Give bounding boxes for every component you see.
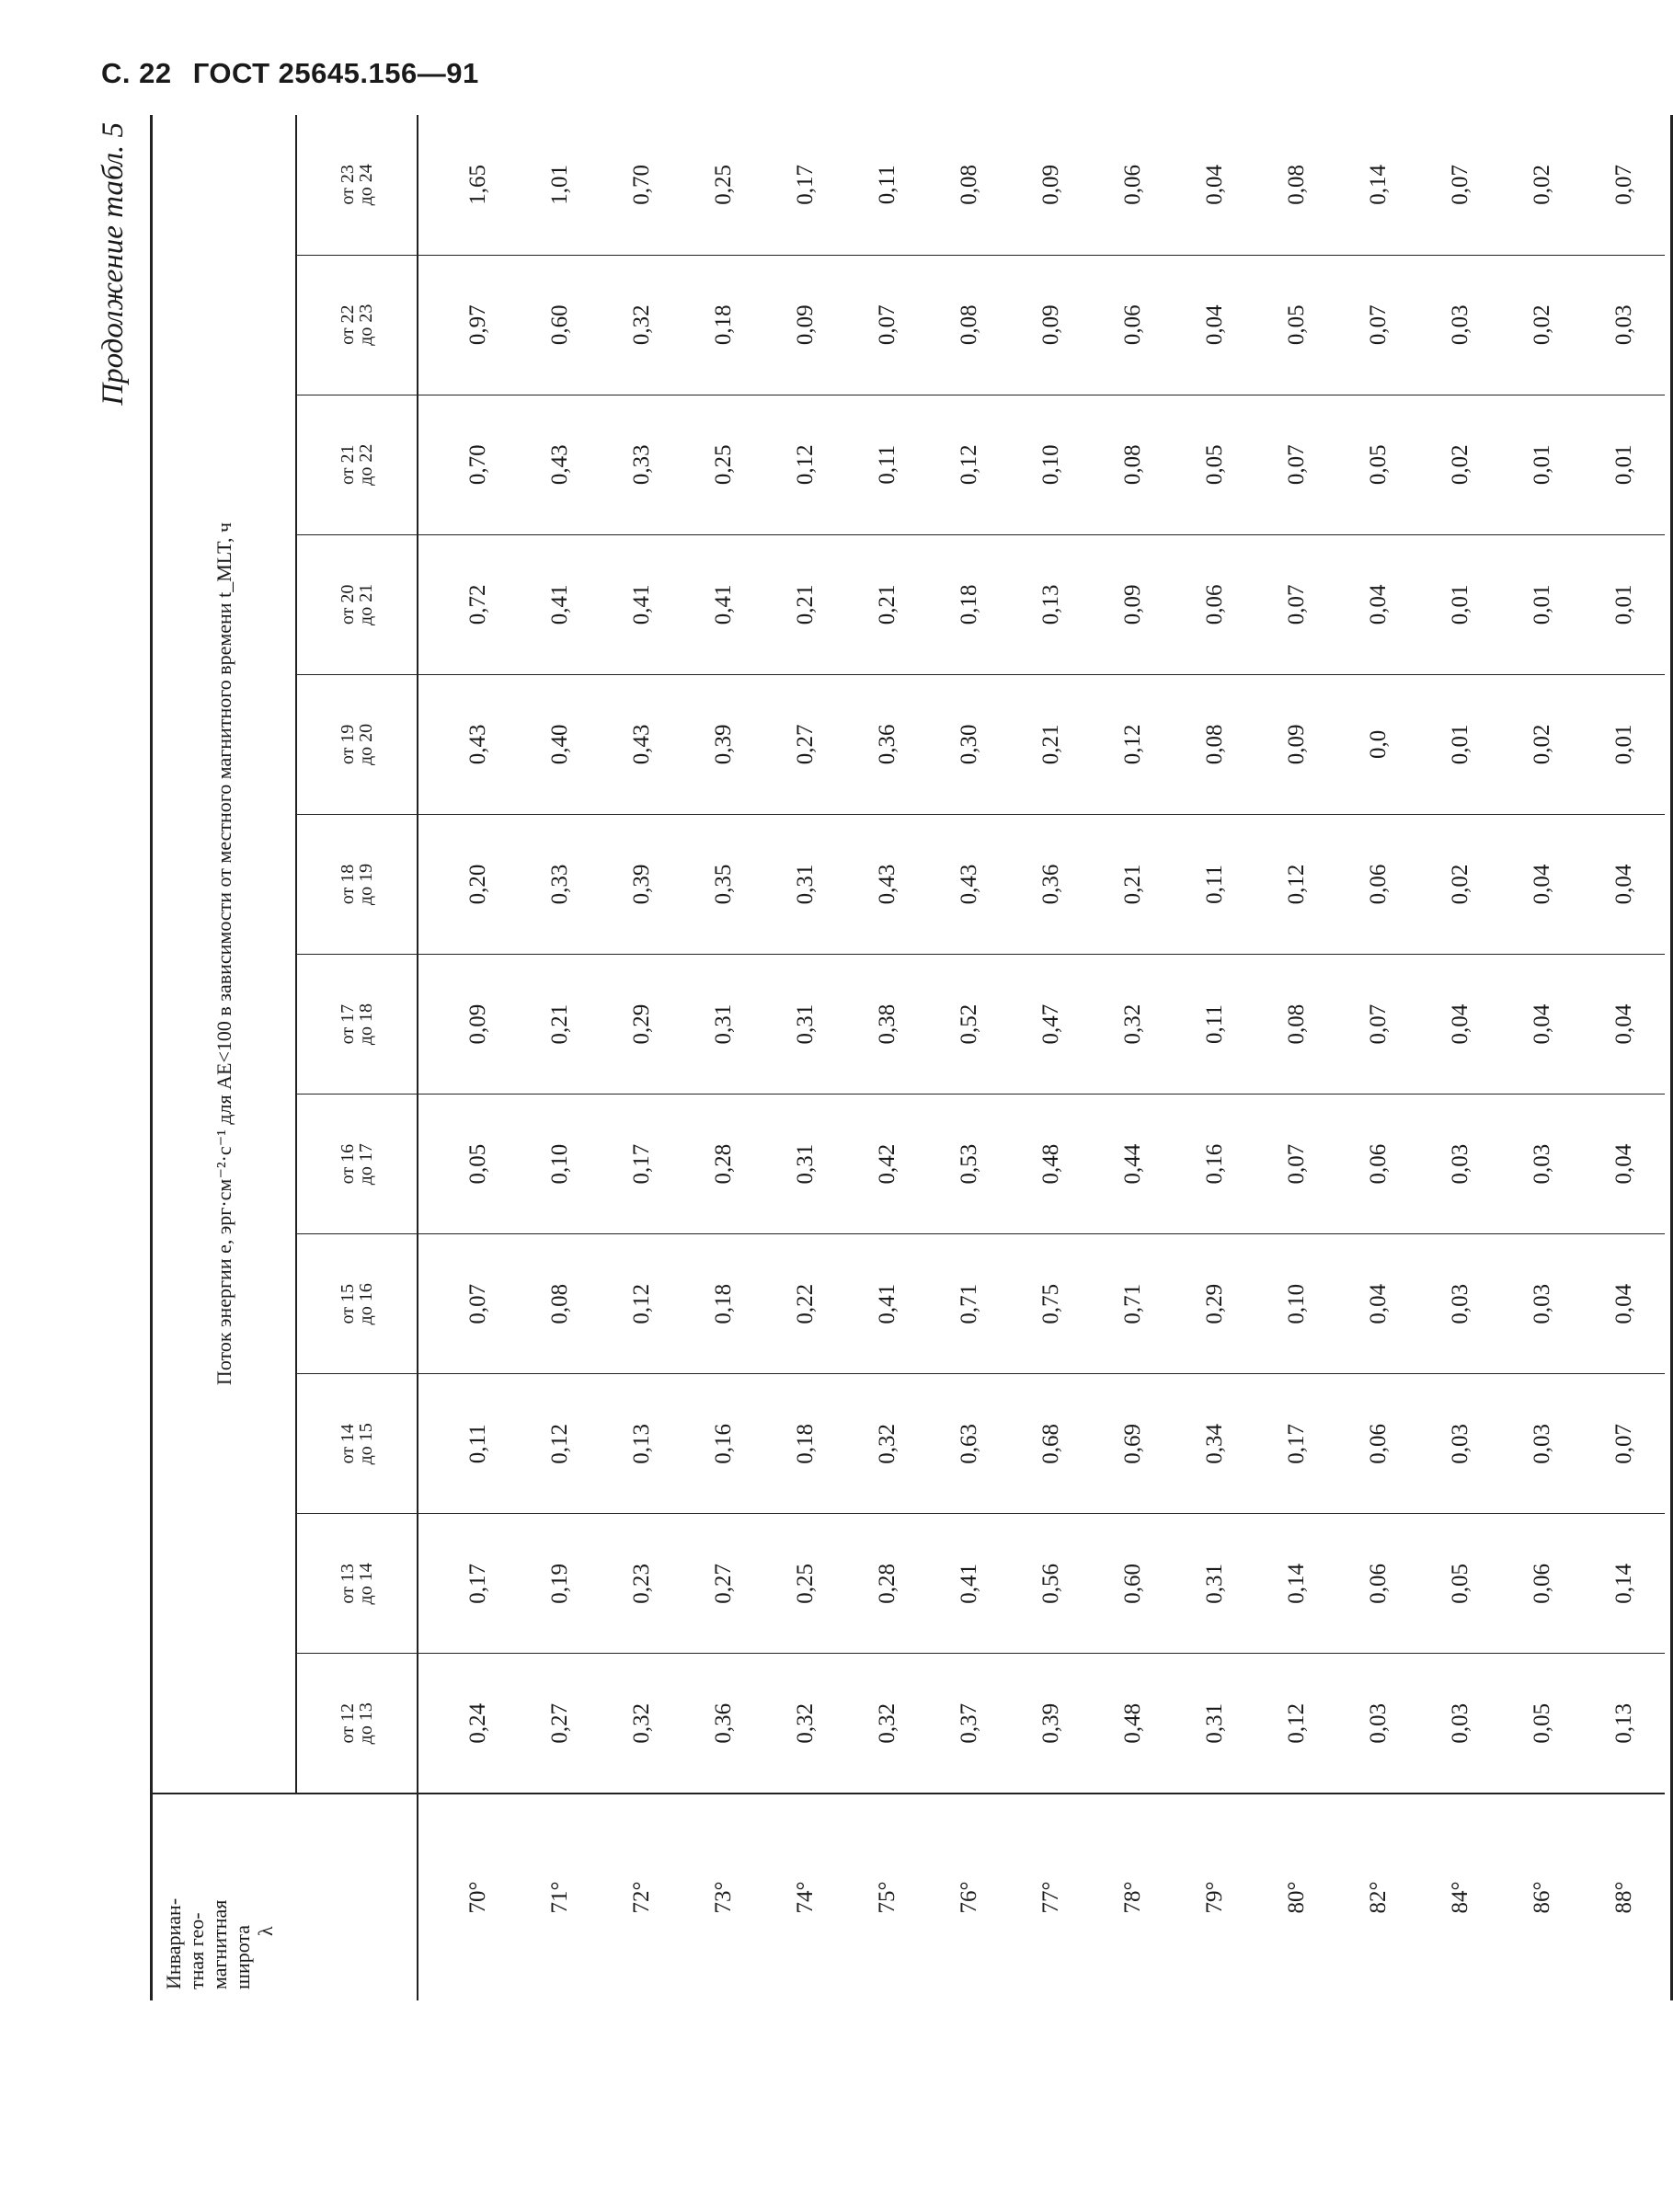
flux-value-cell: 0,11 (1174, 814, 1255, 954)
flux-value-cell: 0,34 (1174, 1374, 1255, 1514)
flux-value-cell: 0,07 (418, 1234, 519, 1374)
flux-value-cell: 0,12 (1092, 674, 1174, 814)
flux-value-cell: 0,21 (1010, 674, 1092, 814)
flux-value-cell: 0,03 (1419, 1095, 1501, 1234)
flux-value-cell: 0,12 (1283, 1702, 1309, 1744)
flux-value-cell: 0,10 (1255, 1234, 1337, 1374)
flux-value-cell: 0,47 (1010, 955, 1092, 1095)
flux-value-cell: 1,65 (418, 115, 519, 255)
flux-value-cell: 0,09 (764, 255, 846, 395)
flux-value-cell: 0,31 (682, 955, 764, 1095)
table-row (1501, 115, 1583, 2000)
energy-flux-table (150, 115, 1665, 2000)
flux-value-cell: 0,28 (846, 1514, 928, 1654)
flux-value-cell: 0,41 (846, 1234, 928, 1374)
flux-value-cell: 0,04 (1419, 955, 1501, 1095)
flux-value-cell: 0,35 (682, 814, 764, 954)
flux-value-cell: 0,31 (1174, 1514, 1255, 1654)
flux-value-cell: 0,38 (846, 955, 928, 1095)
flux-value-cell: 0,33 (519, 814, 601, 954)
flux-value-cell: 0,07 (1583, 115, 1665, 255)
flux-value-cell: 0,32 (628, 1702, 654, 1744)
flux-value-cell: 0,07 (1255, 534, 1337, 674)
hour-column-header (296, 1514, 418, 1654)
flux-value-cell: 0,31 (764, 955, 846, 1095)
flux-value-cell: 0,17 (418, 1514, 519, 1654)
latitude-cell: 79° (1174, 1794, 1255, 2000)
latitude-cell: 84° (1419, 1794, 1501, 2000)
hour-from: от 22 (338, 304, 358, 345)
latitude-cell: 74° (764, 1794, 846, 2000)
flux-value-cell: 0,06 (1337, 1095, 1419, 1234)
latitude-cell: 82° (1337, 1794, 1419, 2000)
flux-value-cell: 0,13 (601, 1374, 682, 1514)
flux-value-cell: 0,24 (464, 1702, 490, 1744)
flux-value-cell: 0,12 (601, 1234, 682, 1374)
flux-value-cell: 0,41 (682, 534, 764, 674)
rotated-table-sheet (97, 115, 1636, 2000)
hour-from: от 12 (338, 1702, 358, 1744)
flux-value-cell: 0,04 (1174, 115, 1255, 255)
table-row (846, 115, 928, 2000)
hour-from: от 17 (338, 1003, 358, 1045)
latitude-header-line: магнитная (208, 1899, 231, 1989)
flux-value-cell: 0,19 (519, 1514, 601, 1654)
flux-value-cell: 0,05 (1255, 255, 1337, 395)
flux-value-cell: 0,36 (710, 1702, 736, 1744)
flux-value-cell: 0,31 (764, 1095, 846, 1234)
flux-value-cell: 0,06 (1501, 1514, 1583, 1654)
flux-value-cell: 0,06 (1337, 1374, 1419, 1514)
flux-value-cell: 0,25 (682, 115, 764, 255)
flux-value-cell: 0,18 (928, 534, 1010, 674)
hour-from: от 20 (338, 584, 358, 625)
flux-value-cell: 0,11 (846, 395, 928, 534)
hour-column-header (296, 1654, 418, 1794)
flux-value-cell: 0,63 (928, 1374, 1010, 1514)
flux-value-cell: 0,12 (519, 1374, 601, 1514)
flux-value-cell: 0,10 (519, 1095, 601, 1234)
flux-value-cell: 0,08 (1092, 395, 1174, 534)
hour-from: от 19 (338, 724, 358, 765)
flux-value-cell: 0,01 (1419, 534, 1501, 674)
flux-value-cell: 0,18 (764, 1374, 846, 1514)
flux-value-cell: 0,25 (764, 1514, 846, 1654)
flux-value-cell: 0,13 (1610, 1702, 1636, 1744)
flux-value-cell: 0,08 (519, 1234, 601, 1374)
flux-value-cell: 0,09 (1010, 255, 1092, 395)
flux-value-cell: 0,60 (1092, 1514, 1174, 1654)
flux-value-cell: 0,32 (601, 255, 682, 395)
flux-value-cell: 0,06 (1337, 1514, 1419, 1654)
flux-value-cell: 0,03 (1419, 1374, 1501, 1514)
flux-value-cell: 0,08 (928, 115, 1010, 255)
hour-from: от 23 (338, 165, 358, 205)
flux-value-cell: 0,68 (1010, 1374, 1092, 1514)
page-number: С. 22 (101, 57, 172, 89)
table-row (1337, 115, 1419, 2000)
flux-value-cell: 0,32 (846, 1374, 928, 1514)
table-row (1174, 115, 1255, 2000)
flux-value-cell: 0,48 (1010, 1095, 1092, 1234)
flux-value-cell: 0,27 (546, 1702, 572, 1744)
flux-value-cell: 0,04 (1501, 955, 1583, 1095)
flux-value-cell: 0,0 (1337, 674, 1419, 814)
flux-value-cell: 0,39 (1037, 1702, 1063, 1744)
latitude-cell: 88° (1583, 1794, 1665, 2000)
table-row (601, 115, 682, 2000)
flux-value-cell: 0,01 (1419, 674, 1501, 814)
table-row (1255, 115, 1337, 2000)
flux-value-cell: 0,41 (601, 534, 682, 674)
flux-value-cell: 0,08 (1255, 955, 1337, 1095)
hour-from: от 18 (338, 864, 358, 905)
flux-value-cell: 0,03 (1501, 1095, 1583, 1234)
flux-value-cell: 0,06 (1337, 814, 1419, 954)
flux-value-cell: 0,75 (1010, 1234, 1092, 1374)
flux-value-cell: 0,23 (601, 1514, 682, 1654)
hour-to: до 22 (356, 443, 376, 486)
hour-column-header (296, 115, 418, 255)
flux-value-cell: 0,04 (1583, 1095, 1665, 1234)
flux-value-cell: 0,17 (764, 115, 846, 255)
flux-value-cell: 0,06 (1092, 255, 1174, 395)
flux-value-cell: 0,04 (1337, 534, 1419, 674)
flux-value-cell: 0,32 (874, 1702, 900, 1744)
latitude-cell: 76° (928, 1794, 1010, 2000)
flux-value-cell: 0,22 (764, 1234, 846, 1374)
flux-value-cell: 0,01 (1501, 395, 1583, 534)
hour-to: до 19 (356, 863, 376, 906)
flux-value-cell: 0,29 (601, 955, 682, 1095)
group-header-text: Поток энергии е, эрг·см⁻²·с⁻¹ для AE<100 в зависимости от местного магнитного времени t_MLT, ч (212, 521, 235, 1386)
flux-value-cell: 0,12 (928, 395, 1010, 534)
hour-column-header (296, 674, 418, 814)
flux-value-cell: 0,02 (1501, 255, 1583, 395)
flux-value-cell: 0,16 (1174, 1095, 1255, 1234)
flux-value-cell: 0,56 (1010, 1514, 1092, 1654)
hour-column-header (296, 255, 418, 395)
flux-value-cell: 0,21 (1092, 814, 1174, 954)
hour-to: до 17 (356, 1143, 376, 1186)
flux-value-cell: 0,29 (1174, 1234, 1255, 1374)
flux-value-cell: 0,10 (1010, 395, 1092, 534)
flux-value-cell: 0,03 (1501, 1234, 1583, 1374)
latitude-cell: 70° (418, 1794, 519, 2000)
flux-value-cell: 0,18 (682, 255, 764, 395)
standard-id: ГОСТ 25645.156—91 (192, 57, 479, 89)
latitude-cell: 72° (601, 1794, 682, 2000)
table-caption: Продолжение табл. 5 (97, 122, 130, 406)
flux-value-cell: 0,48 (1119, 1702, 1145, 1744)
latitude-header-line: λ (254, 1926, 277, 1936)
flux-value-cell: 0,27 (764, 674, 846, 814)
flux-value-cell: 0,07 (1337, 255, 1419, 395)
flux-value-cell: 0,03 (1365, 1702, 1391, 1744)
flux-value-cell: 0,04 (1583, 955, 1665, 1095)
flux-value-cell: 0,03 (1419, 255, 1501, 395)
flux-value-cell: 0,05 (1529, 1702, 1554, 1744)
flux-value-cell: 0,43 (846, 814, 928, 954)
flux-value-cell: 0,71 (928, 1234, 1010, 1374)
flux-value-cell: 0,07 (1337, 955, 1419, 1095)
hour-from: от 15 (338, 1283, 358, 1324)
flux-value-cell: 0,02 (1501, 115, 1583, 255)
flux-value-cell: 0,12 (1255, 814, 1337, 954)
flux-value-cell: 0,06 (1092, 115, 1174, 255)
flux-value-cell: 0,44 (1092, 1095, 1174, 1234)
latitude-cell: 73° (682, 1794, 764, 2000)
flux-value-cell: 0,30 (928, 674, 1010, 814)
flux-value-cell: 0,21 (846, 534, 928, 674)
flux-value-cell: 0,72 (418, 534, 519, 674)
flux-value-cell: 0,08 (1174, 674, 1255, 814)
flux-value-cell: 0,01 (1583, 395, 1665, 534)
flux-value-cell: 0,01 (1583, 674, 1665, 814)
latitude-cell: 86° (1501, 1794, 1583, 2000)
hour-to: до 16 (356, 1283, 376, 1325)
flux-value-cell: 0,07 (1255, 395, 1337, 534)
flux-value-cell: 0,07 (1419, 115, 1501, 255)
latitude-header-line: широта (231, 1924, 254, 1989)
flux-value-cell: 0,09 (1092, 534, 1174, 674)
flux-value-cell: 0,27 (682, 1514, 764, 1654)
flux-value-cell: 0,43 (418, 674, 519, 814)
hour-column-header (296, 1234, 418, 1374)
group-header-row (152, 115, 297, 2000)
flux-value-cell: 0,09 (418, 955, 519, 1095)
flux-value-cell: 0,09 (1255, 674, 1337, 814)
hour-to: до 23 (356, 304, 376, 346)
page-header (101, 57, 492, 90)
flux-value-cell: 0,07 (1255, 1095, 1337, 1234)
table-row (519, 115, 601, 2000)
table-row (418, 115, 519, 2000)
flux-value-cell: 0,71 (1092, 1234, 1174, 1374)
flux-value-cell: 0,17 (601, 1095, 682, 1234)
table-row (928, 115, 1010, 2000)
flux-value-cell: 0,08 (1255, 115, 1337, 255)
table-head (152, 115, 418, 2000)
flux-value-cell: 0,39 (601, 814, 682, 954)
flux-value-cell: 0,16 (682, 1374, 764, 1514)
flux-value-cell: 0,01 (1583, 534, 1665, 674)
flux-value-cell: 0,41 (519, 534, 601, 674)
table-body (418, 115, 1665, 2000)
flux-value-cell: 0,03 (1583, 255, 1665, 395)
table-row (682, 115, 764, 2000)
flux-value-cell: 0,21 (519, 955, 601, 1095)
hour-to: до 14 (356, 1563, 376, 1605)
hour-to: до 21 (356, 583, 376, 625)
latitude-cell: 71° (519, 1794, 601, 2000)
flux-value-cell: 0,25 (682, 395, 764, 534)
flux-value-cell: 0,02 (1419, 395, 1501, 534)
hour-header-row (296, 115, 418, 2000)
flux-value-cell: 0,17 (1255, 1374, 1337, 1514)
flux-value-cell: 0,39 (682, 674, 764, 814)
hour-column-header (296, 534, 418, 674)
flux-value-cell: 0,21 (764, 534, 846, 674)
flux-value-cell: 0,01 (1501, 534, 1583, 674)
hour-to: до 15 (356, 1423, 376, 1465)
hour-from: от 21 (338, 444, 358, 485)
flux-value-cell: 0,43 (519, 395, 601, 534)
flux-value-cell: 0,07 (846, 255, 928, 395)
table-row (1010, 115, 1092, 2000)
flux-value-cell: 0,36 (846, 674, 928, 814)
flux-value-cell: 0,31 (1201, 1702, 1227, 1744)
flux-value-cell: 0,53 (928, 1095, 1010, 1234)
flux-value-cell: 0,97 (418, 255, 519, 395)
latitude-cell: 77° (1010, 1794, 1092, 2000)
flux-value-cell: 0,09 (1010, 115, 1092, 255)
flux-value-cell: 0,02 (1419, 814, 1501, 954)
latitude-header (152, 1794, 418, 2000)
latitude-header-line: тная гео- (185, 1912, 208, 1989)
latitude-cell: 80° (1255, 1794, 1337, 2000)
table-row (1583, 115, 1665, 2000)
table-row (1419, 115, 1501, 2000)
table-row (1092, 115, 1174, 2000)
group-header (152, 115, 297, 1794)
flux-value-cell: 0,11 (1174, 955, 1255, 1095)
flux-value-cell: 0,60 (519, 255, 601, 395)
table-row (764, 115, 846, 2000)
hour-to: до 13 (356, 1702, 376, 1745)
hour-column-header (296, 1095, 418, 1234)
table-wrap (150, 115, 1673, 2000)
hour-column-header (296, 955, 418, 1095)
flux-value-cell: 0,04 (1583, 1234, 1665, 1374)
flux-value-cell: 0,08 (928, 255, 1010, 395)
flux-value-cell: 0,03 (1501, 1374, 1583, 1514)
flux-value-cell: 0,05 (1337, 395, 1419, 534)
flux-value-cell: 0,04 (1337, 1234, 1419, 1374)
flux-value-cell: 0,32 (1092, 955, 1174, 1095)
flux-value-cell: 0,18 (682, 1234, 764, 1374)
flux-value-cell: 0,31 (764, 814, 846, 954)
flux-value-cell: 1,01 (519, 115, 601, 255)
flux-value-cell: 0,06 (1174, 534, 1255, 674)
hour-from: от 16 (338, 1143, 358, 1185)
hour-to: до 18 (356, 1003, 376, 1046)
flux-value-cell: 0,43 (928, 814, 1010, 954)
flux-value-cell: 0,05 (418, 1095, 519, 1234)
hour-from: от 14 (338, 1424, 358, 1464)
flux-value-cell: 0,40 (519, 674, 601, 814)
flux-value-cell: 0,69 (1092, 1374, 1174, 1514)
flux-value-cell: 0,42 (846, 1095, 928, 1234)
hour-column-header (296, 814, 418, 954)
flux-value-cell: 0,37 (956, 1702, 981, 1744)
flux-value-cell: 0,43 (601, 674, 682, 814)
flux-value-cell: 0,14 (1255, 1514, 1337, 1654)
flux-value-cell: 0,02 (1501, 674, 1583, 814)
flux-value-cell: 0,20 (418, 814, 519, 954)
hour-column-header (296, 395, 418, 534)
flux-value-cell: 0,32 (792, 1702, 818, 1744)
flux-value-cell: 0,11 (846, 115, 928, 255)
flux-value-cell: 0,03 (1419, 1234, 1501, 1374)
hour-column-header (296, 1374, 418, 1514)
latitude-cell: 75° (846, 1794, 928, 2000)
flux-value-cell: 0,05 (1174, 395, 1255, 534)
hour-from: от 13 (338, 1564, 358, 1604)
flux-value-cell: 0,04 (1501, 814, 1583, 954)
flux-value-cell: 0,52 (928, 955, 1010, 1095)
flux-value-cell: 0,28 (682, 1095, 764, 1234)
flux-value-cell: 0,07 (1583, 1374, 1665, 1514)
flux-value-cell: 0,14 (1583, 1514, 1665, 1654)
hour-to: до 20 (356, 723, 376, 766)
flux-value-cell: 0,13 (1010, 534, 1092, 674)
hour-to: до 24 (356, 164, 376, 206)
flux-value-cell: 0,41 (928, 1514, 1010, 1654)
flux-value-cell: 0,36 (1010, 814, 1092, 954)
flux-value-cell: 0,14 (1337, 115, 1419, 255)
flux-value-cell: 0,70 (418, 395, 519, 534)
flux-value-cell: 0,04 (1174, 255, 1255, 395)
flux-value-cell: 0,12 (764, 395, 846, 534)
flux-value-cell: 0,11 (418, 1374, 519, 1514)
flux-value-cell: 0,05 (1419, 1514, 1501, 1654)
flux-value-cell: 0,33 (601, 395, 682, 534)
flux-value-cell: 0,03 (1447, 1702, 1472, 1744)
flux-value-cell: 0,70 (601, 115, 682, 255)
flux-value-cell: 0,04 (1583, 814, 1665, 954)
latitude-cell: 78° (1092, 1794, 1174, 2000)
latitude-header-line: Инвариан- (162, 1897, 185, 1989)
